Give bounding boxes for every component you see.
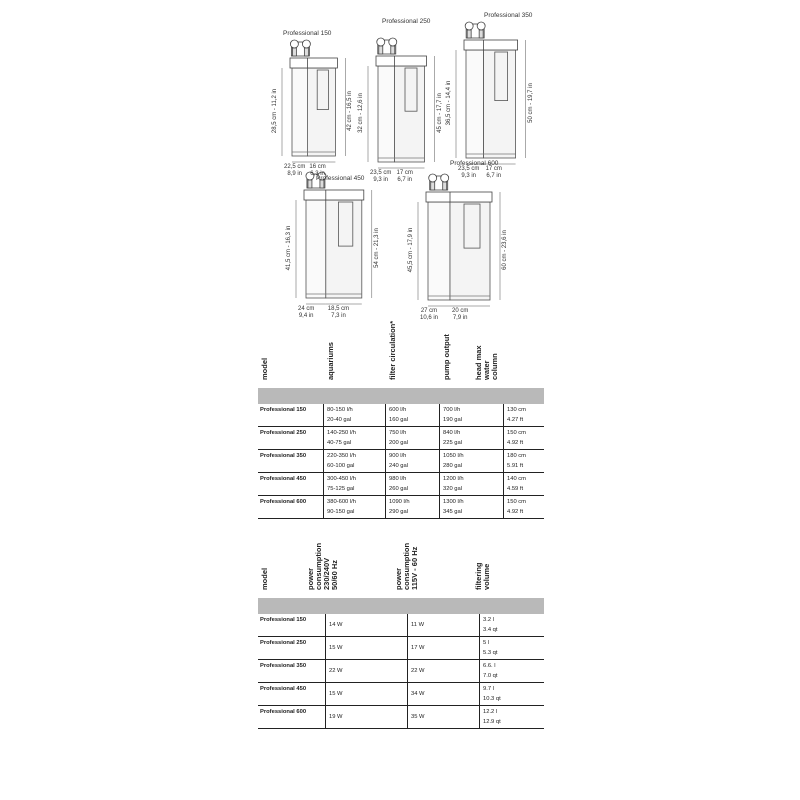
table-row — [258, 706, 544, 729]
cell-power-115: 17 W — [411, 645, 425, 651]
cell-head-max: 140 cm 4.59 ft — [507, 476, 527, 492]
table-header — [258, 540, 544, 596]
col-header-model: model — [260, 567, 269, 590]
height-dimension-label: 60 cm - 23,6 in — [502, 230, 508, 270]
depth-dimension-label: 27 cm 10,6 in — [420, 308, 439, 321]
cell-model: Professional 250 — [260, 640, 307, 646]
cell-model: Professional 600 — [260, 709, 307, 715]
filter-drawing — [282, 40, 345, 162]
cell-aquariums: 80-150 l/h 20-40 gal — [327, 407, 353, 423]
figure-title: Professional 150 — [283, 30, 332, 37]
cell-power-115: 35 W — [411, 714, 425, 720]
filter-drawing — [418, 174, 500, 306]
cell-model: Professional 150 — [260, 407, 307, 413]
table-header — [258, 320, 544, 386]
width-dimension-label: 20 cm 7,9 in — [452, 308, 469, 321]
cell-head-max: 180 cm 5.91 ft — [507, 453, 527, 469]
col-header-filter-circulation: filter circulation* — [388, 320, 397, 380]
width-dimension-label: 16 cm 6,3 in — [309, 164, 326, 177]
cell-aquariums: 380-600 l/h 90-150 gal — [327, 499, 357, 515]
figure-title: Professional 600 — [450, 160, 499, 167]
col-header-head-max: head max water column — [474, 345, 499, 380]
inner-height-dimension-label: 36,5 cm - 14,4 in — [446, 80, 452, 126]
depth-dimension-label: 23,5 cm 9,3 in — [370, 170, 392, 183]
col-header-model: model — [260, 357, 269, 380]
product-drawings — [0, 0, 800, 330]
cell-filtering-volume: 3.2 l 3.4 qt — [483, 617, 498, 633]
width-dimension-label: 18,5 cm 7,3 in — [327, 306, 350, 319]
cell-filter-circulation: 1090 l/h 290 gal — [389, 499, 410, 515]
specs-table-hydraulic — [258, 320, 544, 519]
cell-filtering-volume: 9.7 l 10.3 qt — [483, 686, 501, 702]
cell-power-230: 14 W — [329, 622, 343, 628]
filter-drawings-svg — [0, 0, 800, 330]
width-dimension-label: 17 cm 6,7 in — [396, 170, 413, 183]
table-row — [258, 637, 544, 660]
cell-power-115: 34 W — [411, 691, 425, 697]
inner-height-dimension-label: 45,5 cm - 17,9 in — [408, 227, 414, 273]
cell-pump-output: 1200 l/h 320 gal — [443, 476, 464, 492]
cell-filter-circulation: 900 l/h 240 gal — [389, 453, 409, 469]
height-dimension-label: 42 cm - 16,5 in — [347, 91, 354, 131]
depth-dimension-label: 22,5 cm 8,9 in — [284, 164, 306, 177]
cell-filtering-volume: 12.2 l 12.9 qt — [483, 709, 501, 725]
cell-model: Professional 450 — [260, 686, 307, 692]
inner-height-dimension-label: 32 cm - 12,6 in — [358, 93, 364, 133]
depth-dimension-label: 24 cm 9,4 in — [298, 306, 315, 319]
figure-title: Professional 350 — [484, 12, 533, 19]
table-row — [258, 660, 544, 683]
cell-power-230: 19 W — [329, 714, 343, 720]
figure-title: Professional 450 — [316, 175, 365, 182]
cell-power-230: 15 W — [329, 645, 343, 651]
cell-pump-output: 840 l/h 225 gal — [443, 430, 463, 446]
inner-height-dimension-label: 28,5 cm - 11,2 in — [272, 88, 278, 134]
filter-drawing — [296, 172, 372, 304]
col-header-filtering-volume: filtering volume — [474, 562, 491, 590]
cell-head-max: 130 cm 4.27 ft — [507, 407, 527, 423]
cell-model: Professional 350 — [260, 453, 307, 459]
filter-drawing — [456, 22, 526, 164]
cell-filter-circulation: 600 l/h 160 gal — [389, 407, 409, 423]
depth-dimension-label: 23,5 cm 9,3 in — [458, 166, 480, 179]
inner-height-dimension-label: 41,5 cm - 16,3 in — [286, 225, 292, 271]
cell-power-115: 11 W — [411, 622, 425, 628]
table-band — [258, 598, 544, 614]
cell-pump-output: 1050 l/h 280 gal — [443, 453, 464, 469]
cell-model: Professional 150 — [260, 617, 307, 623]
cell-head-max: 150 cm 4.92 ft — [507, 499, 527, 515]
table-row — [258, 496, 544, 519]
height-dimension-label: 50 cm - 19,7 in — [527, 83, 534, 123]
table-row — [258, 450, 544, 473]
table-row — [258, 614, 544, 637]
cell-filtering-volume: 5 l 5.3 qt — [483, 640, 498, 656]
cell-head-max: 150 cm 4.92 ft — [507, 430, 527, 446]
table-row — [258, 427, 544, 450]
cell-filtering-volume: 6.6. l 7.0 qt — [483, 663, 498, 679]
cell-aquariums: 220-350 l/h 60-100 gal — [327, 453, 357, 469]
cell-model: Professional 600 — [260, 499, 307, 505]
table-row — [258, 683, 544, 706]
table-band — [258, 388, 544, 404]
cell-power-230: 15 W — [329, 691, 343, 697]
cell-pump-output: 700 l/h 190 gal — [443, 407, 463, 423]
filter-drawing — [368, 38, 435, 168]
col-header-pump-output: pump output — [442, 334, 451, 380]
col-header-power-230: power consumption 230/240V 50/60 Hz — [306, 542, 339, 590]
width-dimension-label: 17 cm 6,7 in — [485, 166, 502, 179]
height-dimension-label: 45 cm - 17,7 in — [436, 93, 443, 133]
cell-aquariums: 300-450 l/h 75-125 gal — [327, 476, 357, 492]
cell-power-115: 22 W — [411, 668, 425, 674]
cell-model: Professional 250 — [260, 430, 307, 436]
cell-aquariums: 140-250 l/h 40-75 gal — [327, 430, 357, 446]
table-row — [258, 404, 544, 427]
col-header-aquariums: aquariums — [326, 342, 335, 380]
col-header-power-115: power consumption 115V - 60 Hz — [394, 542, 419, 590]
figure-title: Professional 250 — [382, 18, 431, 25]
cell-model: Professional 350 — [260, 663, 307, 669]
height-dimension-label: 54 cm - 21,3 in — [373, 228, 380, 268]
cell-model: Professional 450 — [260, 476, 307, 482]
cell-power-230: 22 W — [329, 668, 343, 674]
cell-pump-output: 1300 l/h 345 gal — [443, 499, 464, 515]
specs-table-electrical — [258, 540, 544, 729]
cell-filter-circulation: 750 l/h 200 gal — [389, 430, 409, 446]
cell-filter-circulation: 980 l/h 260 gal — [389, 476, 409, 492]
table-row — [258, 473, 544, 496]
